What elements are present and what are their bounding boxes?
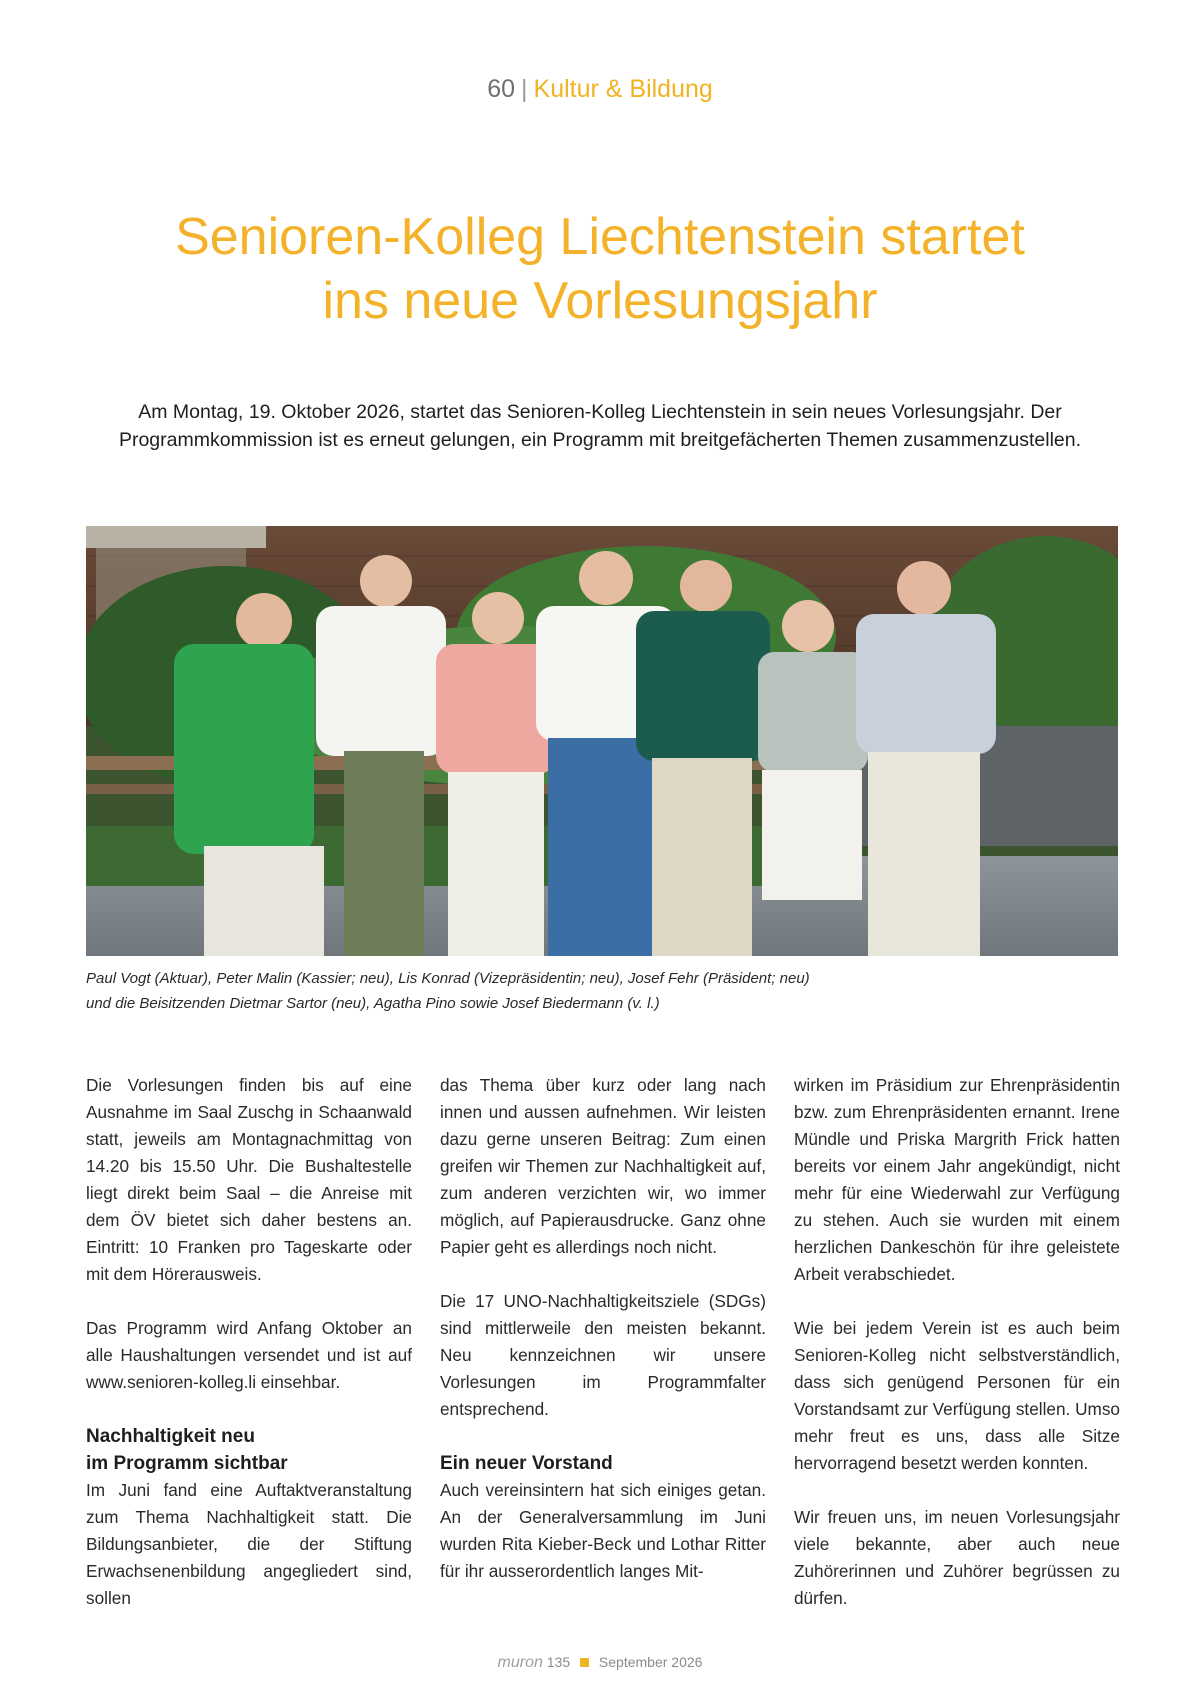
square-bullet-icon (580, 1658, 589, 1667)
group-photo-illustration (86, 526, 1118, 956)
article-lead (60, 398, 1140, 454)
paragraph: das Thema über kurz oder lang nach innen und aussen aufnehmen. Wir leisten dazu gerne unseren Beitrag: Zum einen greifen wir Themen zur Nachhaltigkeit auf, zum anderen verzichten wir, wo immer möglich, auf Papierausdrucke. Ganz ohne Papier geht es allerdings noch nicht. (440, 1075, 766, 1257)
page-header (0, 74, 1200, 104)
headline-line-2: ins neue Vorlesungsjahr (322, 272, 878, 330)
headline-line-1: Senioren-Kolleg Liechtenstein startet (175, 208, 1025, 266)
lead-line-2: Programmkommission ist es erneut gelungen, ein Programm mit breitgefächerten Themen zusammenzustellen. (118, 429, 1082, 451)
paragraph: Auch vereinsintern hat sich einiges getan. An der Generalversammlung im Juni wurden Rita Kieber-Beck und Lothar Ritter für ihr ausserordentlich langes Mit- (440, 1480, 766, 1581)
page-number: 60 (487, 75, 516, 103)
paragraph: Das Programm wird Anfang Oktober an alle Haushaltungen versendet und ist auf www.senioren-kolleg.li einsehbar. (86, 1318, 412, 1392)
paragraph: Die 17 UNO-Nachhaltigkeitsziele (SDGs) sind mittlerweile den meisten bekannt. Neu kennzeichnen wir unsere Vorlesungen im Programmfalter entsprechend. (440, 1291, 766, 1419)
page-footer (0, 1652, 1200, 1673)
caption-line-1: Paul Vogt (Aktuar), Peter Malin (Kassier; neu), Lis Konrad (Vizepräsidentin; neu), Josef Fehr (Präsident; neu) (86, 970, 810, 987)
subheading-line-1: Nachhaltigkeit neu (86, 1426, 255, 1447)
paragraph: wirken im Präsidium zur Ehrenpräsidentin bzw. zum Ehrenpräsidenten ernannt. Irene Mündle und Priska Margrith Frick hatten bereits vor einem Jahr angekündigt, nicht mehr für eine Wiederwahl zur Verfügung zu stehen. Auch sie wurden mit einem herzlichen Dankeschön für ihre geleistete Arbeit verabschiedet. (794, 1075, 1120, 1284)
paragraph: Die Vorlesungen finden bis auf eine Ausnahme im Saal Zuschg in Schaanwald statt, jeweils am Montagnachmittag von 14.20 bis 15.50 Uhr. Die Bushaltestelle liegt direkt beim Saal – die Anreise mit dem ÖV bietet sich daher bestens an. Eintritt: 10 Franken pro Tageskarte oder mit dem Hörerausweis. (86, 1075, 412, 1284)
paragraph: Wir freuen uns, im neuen Vorlesungsjahr viele bekannte, aber auch neue Zuhörerinnen und Zuhörer begrüssen zu dürfen. (794, 1507, 1120, 1608)
header-separator: | (521, 75, 528, 103)
issue-number: 135 (546, 1654, 571, 1670)
column-1 (86, 1072, 412, 1612)
photo-caption (86, 966, 1118, 1016)
column-2 (440, 1072, 766, 1585)
lead-line-1: Am Montag, 19. Oktober 2026, startet das Senioren-Kolleg Liechtenstein in sein neues Vorlesungsjahr. Der (138, 401, 1062, 423)
paragraph: Wie bei jedem Verein ist es auch beim Senioren-Kolleg nicht selbstverständlich, dass sich genügend Personen für ein Vorstandsamt zur Verfügung stellen. Umso mehr freut es uns, dass alle Sitze hervorragend besetzt werden konnten. (794, 1318, 1120, 1473)
section-title: Kultur & Bildung (533, 75, 713, 103)
magazine-name: muron (497, 1654, 543, 1671)
article-headline (0, 205, 1200, 333)
subheading-line-2: im Programm sichtbar (86, 1453, 288, 1474)
caption-line-2: und die Beisitzenden Dietmar Sartor (neu), Agatha Pino sowie Josef Biedermann (v. l.) (86, 995, 660, 1012)
group-photo (86, 526, 1118, 956)
paragraph: Im Juni fand eine Auftaktveranstaltung zum Thema Nachhaltigkeit statt. Die Bildungsanbieter, die der Stiftung Erwachsenenbildung angegliedert sind, sollen (86, 1480, 412, 1608)
subheading (86, 1423, 412, 1477)
article-body (86, 1072, 1122, 1608)
subheading: Ein neuer Vorstand (440, 1453, 613, 1474)
issue-date: September 2026 (598, 1654, 703, 1670)
column-3 (794, 1072, 1120, 1612)
